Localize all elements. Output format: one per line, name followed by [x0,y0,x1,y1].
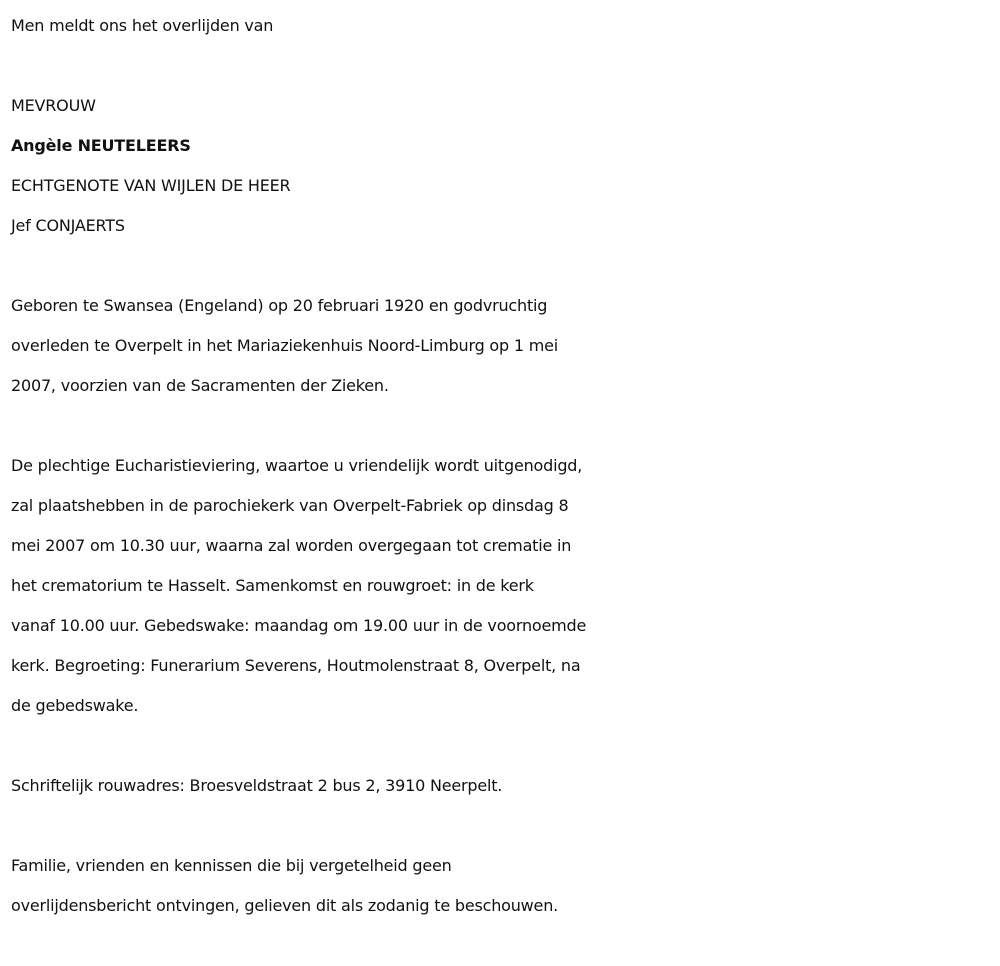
spacer [11,406,996,446]
paragraph-line: De plechtige Eucharistieviering, waartoe u vriendelijk wordt uitgenodigd, [11,456,583,475]
paragraph-line: kerk. Begroeting: Funerarium Severens, Houtmolenstraat 8, Overpelt, na [11,656,581,675]
spouse-name: Jef CONJAERTS [11,216,125,235]
paragraph-line: de gebedswake. [11,696,139,715]
mourning-address: Schriftelijk rouwadres: Broesveldstraat 2 bus 2, 3910 Neerpelt. [11,776,503,795]
paragraph-line: Familie, vrienden en kennissen die bij vergetelheid geen [11,856,452,875]
paragraph-line: zal plaatshebben in de parochiekerk van Overpelt-Fabriek op dinsdag 8 [11,496,569,515]
paragraph-line: vanaf 10.00 uur. Gebedswake: maandag om 19.00 uur in de voornoemde [11,616,587,635]
paragraph-line: overlijdensbericht ontvingen, gelieven dit als zodanig te beschouwen. [11,896,559,915]
intro-text: Men meldt ons het overlijden van [11,16,274,35]
spacer [11,806,996,846]
spacer [11,726,996,766]
birth-death-paragraph [11,286,996,406]
paragraph-line: 2007, voorzien van de Sacramenten der Zieken. [11,376,389,395]
salutation: MEVROUW [11,96,96,115]
deceased-name: Angèle NEUTELEERS [11,136,191,155]
paragraph-line: het crematorium te Hasselt. Samenkomst en rouwgroet: in de kerk [11,576,534,595]
ceremony-paragraph [11,446,996,726]
spacer [11,246,996,286]
relation-text: ECHTGENOTE VAN WIJLEN DE HEER [11,176,291,195]
closing-paragraph [11,846,996,926]
paragraph-line: Geboren te Swansea (Engeland) op 20 februari 1920 en godvruchtig [11,296,548,315]
paragraph-line: overleden te Overpelt in het Mariaziekenhuis Noord-Limburg op 1 mei [11,336,558,355]
obituary-notice [11,6,996,926]
paragraph-line: mei 2007 om 10.30 uur, waarna zal worden overgegaan tot crematie in [11,536,572,555]
spacer [11,46,996,86]
